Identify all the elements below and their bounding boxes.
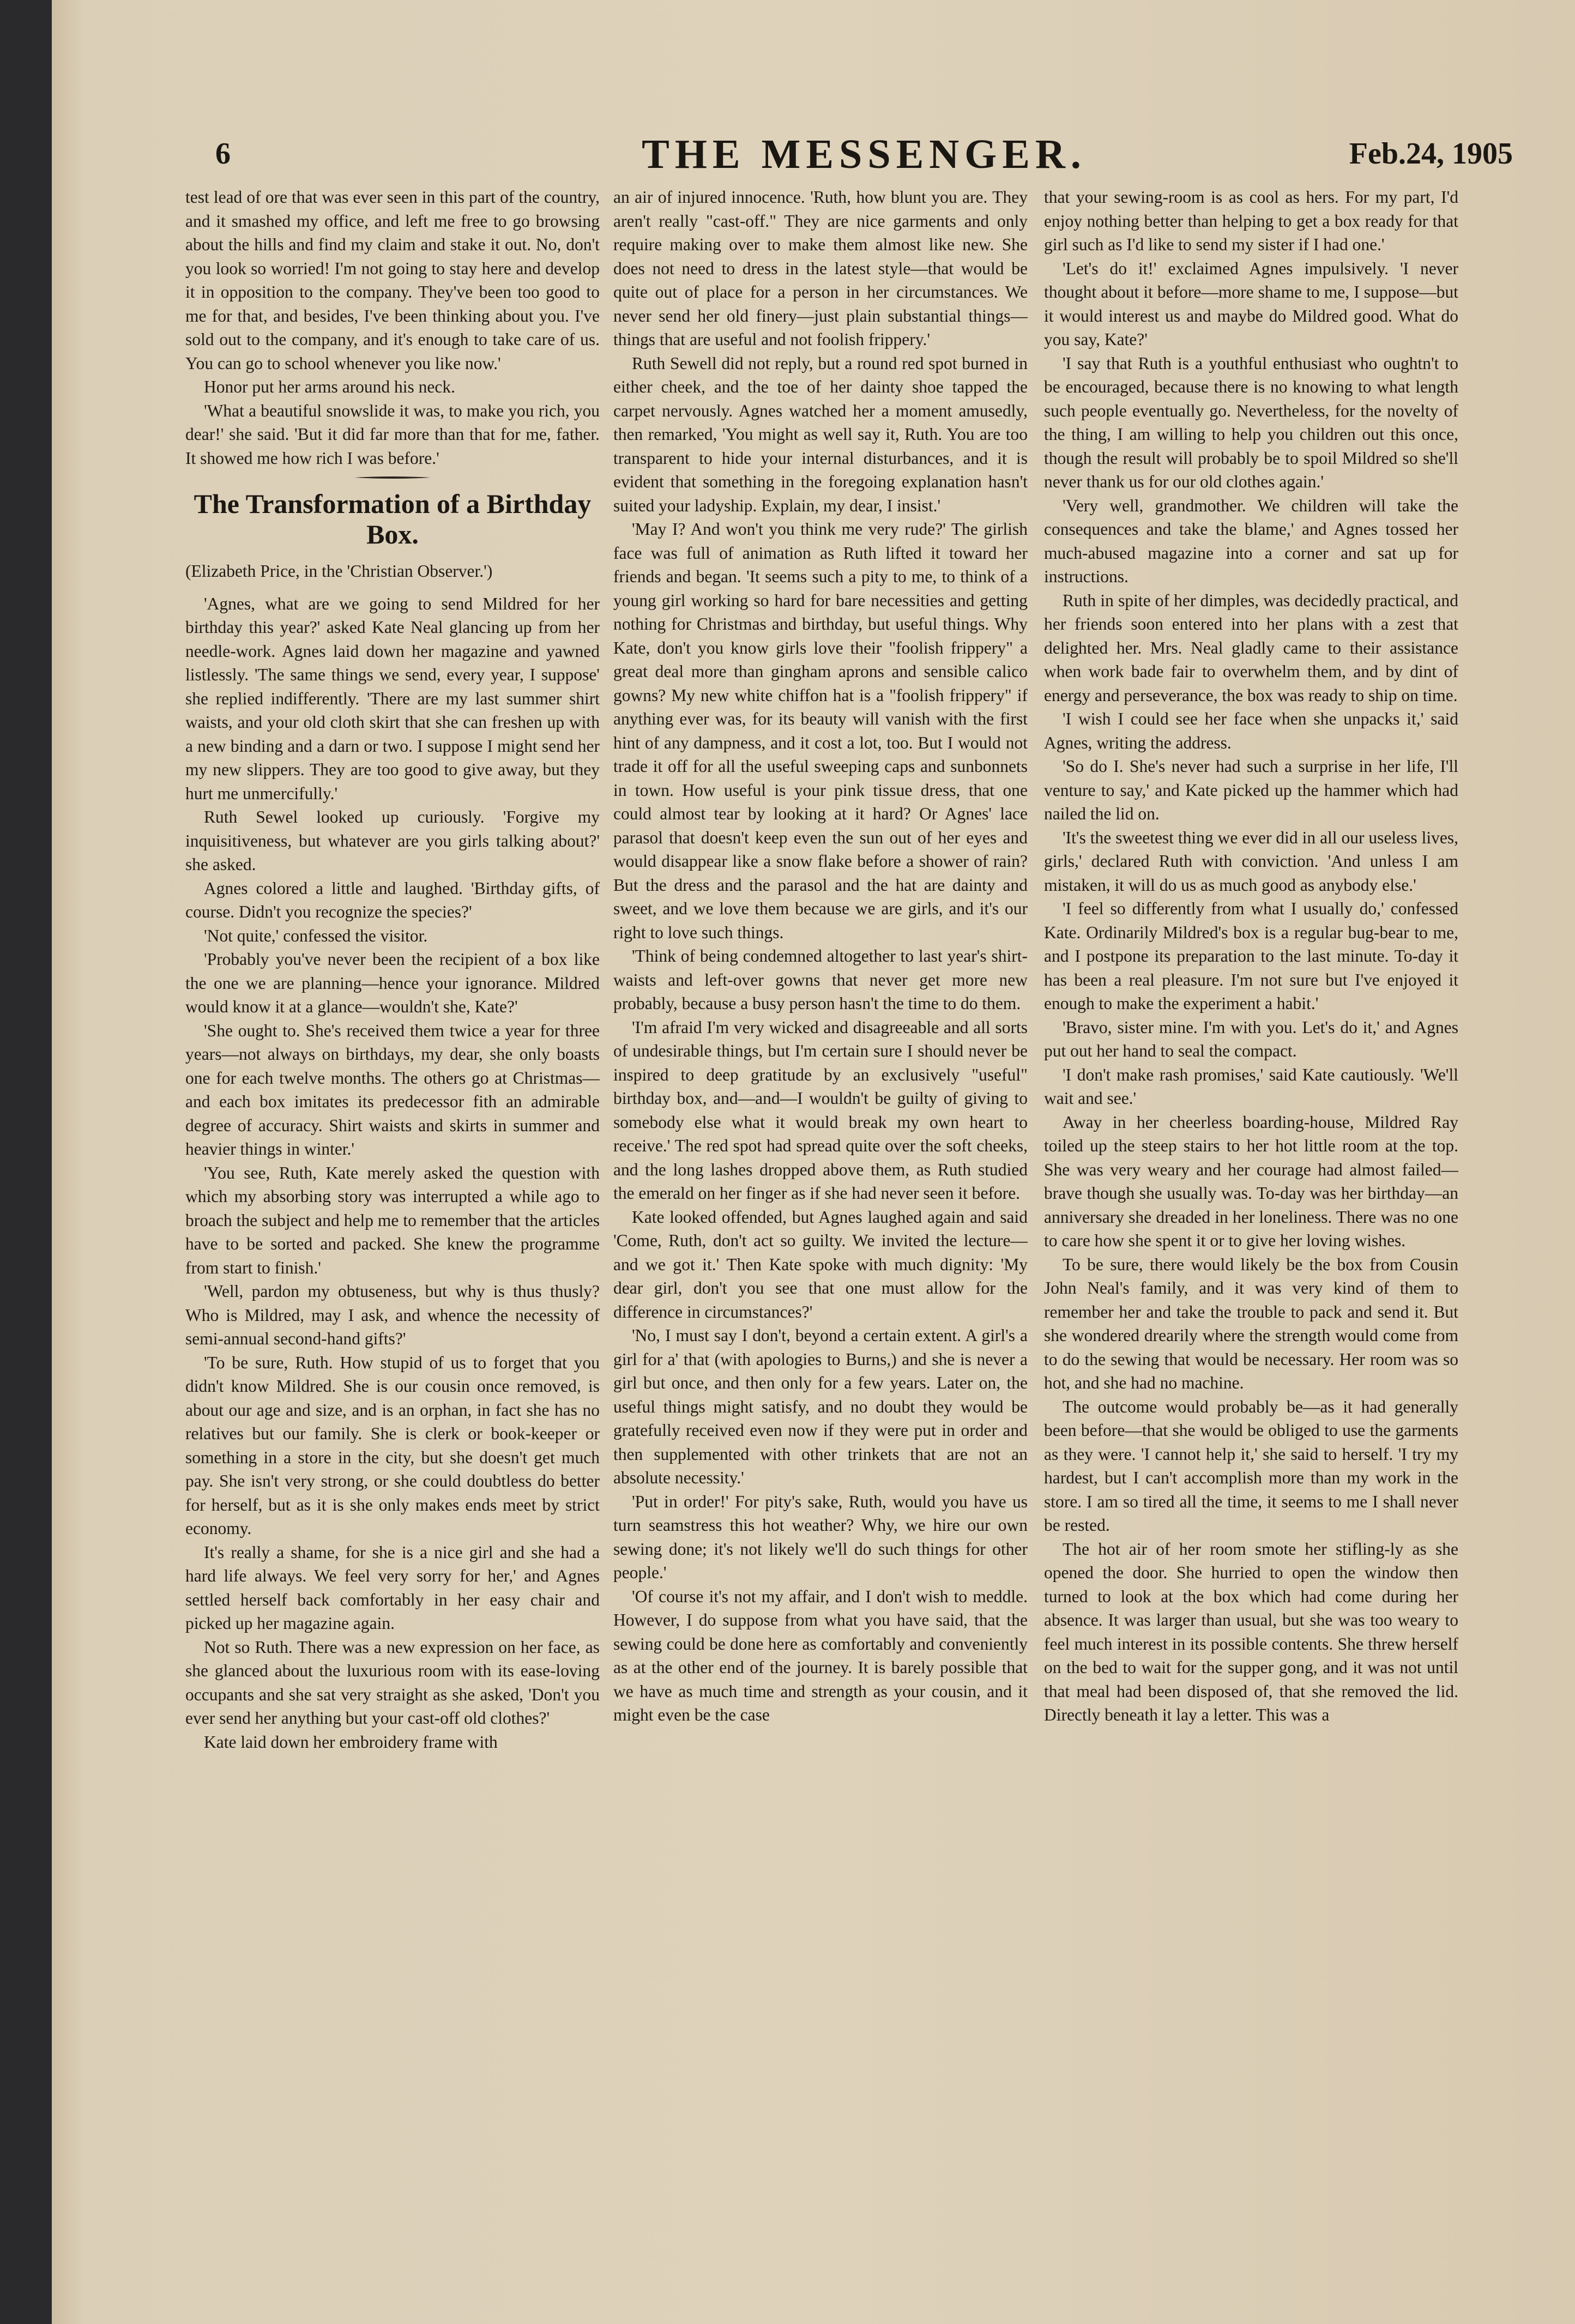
paragraph: 'Think of being condemned altogether to last year's shirt-waists and left-over gowns that never get more new probably, because a busy person hasn't the time to do them. bbox=[613, 946, 1028, 1013]
paragraph: The hot air of her room smote her stifling-ly as she opened the door. She hurried to open the window then turned to look at the box which had come during her absence. It was larger than usual, but she was too weary to feel much interest in its possible contents. She threw herself on the bed to wait for the supper gong, and it was not until that meal had been disposed of, that she removed the lid. Directly beneath it lay a letter. This was a bbox=[1044, 1539, 1458, 1724]
paragraph: To be sure, there would likely be the box from Cousin John Neal's family, and it was very kind of them to remember her and take the trouble to pack and send it. But she wondered drearily where the strength would come from to do the sewing that would be necessary. Her room was so hot, and she had no machine. bbox=[1044, 1254, 1458, 1392]
paragraph: test lead of ore that was ever seen in this part of the country, and it smashed my office, and left me free to go browsing about the hills and find my claim and stake it out. No, don't you look so worried! I'm not going to stay here and develop it in opposition to the company. They've been too good to me for that, and besides, I've been thinking about you. I've sold out to the company, and it's enough to take care of us. You can go to school whenever you like now.' bbox=[185, 188, 600, 373]
paragraph: 'She ought to. She's received them twice a year for three years—not always on birthdays, my dear, she only boasts one for each twelve months. The others go at Christmas—and each box imitates its predecessor fith an admirable degree of accuracy. Shirt waists and skirts in summer and heavier things in winter.' bbox=[185, 1021, 600, 1158]
paragraph: 'Put in order!' For pity's sake, Ruth, would you have us turn seamstress this hot weather? Why, we hire our own sewing done; it's not likely we'll do such things for other people.' bbox=[613, 1492, 1028, 1582]
paragraph: 'What a beautiful snowslide it was, to make you rich, you dear!' she said. 'But it did far more than that for me, father. It showed me how rich I was before.' bbox=[185, 401, 600, 468]
story-title: The Transformation of a Birthday Box. bbox=[194, 488, 592, 550]
paragraph: Ruth in spite of her dimples, was decidedly practical, and her friends soon entered into her plans with a zest that delighted her. Mrs. Neal gladly came to their assistance when work bade fair to overwhelm them, and by dint of energy and perseverance, the box was ready to ship on time. bbox=[1044, 590, 1458, 705]
issue-date: Feb.24, 1905 bbox=[1349, 137, 1513, 171]
paragraph: 'Probably you've never been the recipient of a box like the one we are planning—hence your ignorance. Mildred would know it at a glance—wouldn't she, Kate?' bbox=[185, 950, 600, 1016]
page-number: 6 bbox=[215, 137, 231, 171]
paragraph: It's really a shame, for she is a nice girl and she had a hard life always. We feel very sorry for her,' and Agnes settled herself back comfortably in her easy chair and picked up her magazine again. bbox=[185, 1542, 600, 1633]
paragraph: Ruth Sewell did not reply, but a round red spot burned in either cheek, and the toe of her dainty shoe tapped the carpet nervously. Agnes watched her a moment amusedly, then remarked, 'You might as well say it, Ruth. You are too transparent to hide your internal disturbances, and it is evident that something in the foregoing explanation hasn't suited your ladyship. Explain, my dear, I insist.' bbox=[613, 353, 1028, 515]
paragraph: 'You see, Ruth, Kate merely asked the question with which my absorbing story was interrupted a while ago to broach the subject and help me to remember that the articles have to be sorted and packed. She knew the programme from start to finish.' bbox=[185, 1163, 600, 1277]
paragraph: 'I don't make rash promises,' said Kate cautiously. 'We'll wait and see.' bbox=[1044, 1065, 1458, 1108]
section-divider bbox=[354, 475, 431, 480]
paragraph: 'I feel so differently from what I usually do,' confessed Kate. Ordinarily Mildred's box is a regular bug-bear to me, and I postpone its preparation to the last minute. To-day it has been a real pleasure. I'm not sure but I've enjoyed it enough to make the experiment a habit.' bbox=[1044, 899, 1458, 1013]
paragraph: Kate looked offended, but Agnes laughed again and said 'Come, Ruth, don't act so guilty. We invited the lecture—and we got it.' Then Kate spoke with much dignity: 'My dear girl, don't you see that one must allow for the difference in circumstances?' bbox=[613, 1207, 1028, 1321]
paragraph: Not so Ruth. There was a new expression on her face, as she glanced about the luxurious room with its ease-loving occupants and she sat very straight as she asked, 'Don't you ever send her anything but your cast-off old clothes?' bbox=[185, 1637, 600, 1728]
paragraph: 'No, I must say I don't, beyond a certain extent. A girl's a girl for a' that (with apologies to Burns,) and she is never a girl but once, and then only for a few years. Later on, the useful things might satisfy, and no doubt they would be gratefully received even now if they were put in order and then supplemented with other trinkets that are not an absolute necessity.' bbox=[613, 1326, 1028, 1487]
newspaper-title: THE MESSENGER. bbox=[642, 131, 1087, 177]
paragraph: 'I'm afraid I'm very wicked and disagreeable and all sorts of undesirable things, but I'm certain sure I should never be inspired to deep gratitude by an exclusively "useful" birthday box, and—and—I wouldn't be guilty of giving to somebody else what it would break my own heart to receive.' The red spot had spread quite over the soft cheeks, and the long lashes dropped above them, as Ruth studied the emerald on her finger as if she had never seen it before. bbox=[613, 1017, 1028, 1203]
paragraph: 'May I? And won't you think me very rude?' The girlish face was full of animation as Ruth lifted it toward her friends and began. 'It seems such a pity to me, to think of a young girl working so hard for bare necessities and getting nothing for Christmas and birthday, but useful things. Why Kate, don't you know girls love their "foolish frippery" a great deal more than gingham aprons and sensible calico gowns? My new white chiffon hat is a "foolish frippery" if anything ever was, for its beauty will vanish with the first hint of any dampness, and it cost a lot, too. But I would not trade it off for all the useful sweeping caps and sunbonnets in town. How useful is your pink tissue dress, that one could almost tear by looking at it hard? Or Agnes' lace parasol that doesn't keep even the sun out of her eyes and would disappear like a snow flake before a shower of rain? But the dress and the parasol and the hat are dainty and sweet, and we love them because we are girls, and it's our right to love such things. bbox=[613, 520, 1028, 942]
paragraph: 'Of course it's not my affair, and I don't wish to meddle. However, I do suppose from what you have said, that the sewing could be done here as comfortably and conveniently as at the other end of the journey. It is barely possible that we have as much time and strength as your cousin, and it might even be the case bbox=[613, 1586, 1028, 1724]
paragraph: that your sewing-room is as cool as hers. For my part, I'd enjoy nothing better than helping to get a box ready for that girl such as I'd like to send my sister if I had one.' bbox=[1044, 188, 1458, 254]
paragraph: Kate laid down her embroidery frame with bbox=[204, 1732, 498, 1752]
paragraph: Ruth Sewel looked up curiously. 'Forgive my inquisitiveness, but whatever are you girls talking about?' she asked. bbox=[185, 807, 600, 874]
masthead bbox=[215, 131, 1513, 180]
byline: (Elizabeth Price, in the 'Christian Observer.') bbox=[185, 562, 493, 581]
paragraph: 'Agnes, what are we going to send Mildred for her birthday this year?' asked Kate Neal glancing up from her needle-work. Agnes laid down her magazine and yawned listlessly. 'The same things we send, every year, I suppose' she replied indifferently. 'There are my last summer shirt waists, and your old cloth skirt that she can freshen up with a new binding and a darn or two. I suppose I might send her my new slippers. They are too good to give away, but they hurt me unmercifully.' bbox=[185, 594, 600, 803]
paragraph: 'Let's do it!' exclaimed Agnes impulsively. 'I never thought about it before—more shame to me, I suppose—but it would interest us and maybe do Mildred good. What do you say, Kate?' bbox=[1044, 258, 1458, 349]
paragraph: Honor put her arms around his neck. bbox=[204, 377, 456, 396]
paragraph: 'So do I. She's never had such a surprise in her life, I'll venture to say,' and Kate picked up the hammer which had nailed the lid on. bbox=[1044, 757, 1458, 823]
paragraph: 'It's the sweetest thing we ever did in all our useless lives, girls,' declared Ruth with conviction. 'And unless I am mistaken, it will do us as much good as anybody else.' bbox=[1044, 828, 1458, 895]
column-2 bbox=[613, 185, 1028, 2257]
paragraph: 'I wish I could see her face when she unpacks it,' said Agnes, writing the address. bbox=[1044, 709, 1458, 752]
paragraph: 'Bravo, sister mine. I'm with you. Let's do it,' and Agnes put out her hand to seal the compact. bbox=[1044, 1017, 1458, 1060]
paragraph: 'To be sure, Ruth. How stupid of us to forget that you didn't know Mildred. She is our cousin once removed, is about our age and size, and is an orphan, in fact she has no relatives but our family. She is clerk or book-keeper or something in a store in the city, but she doesn't get much pay. She isn't very strong, or she could doubtless do better for herself, but as it is she only makes ends meet by strict economy. bbox=[185, 1353, 600, 1538]
paragraph: 'Not quite,' confessed the visitor. bbox=[204, 926, 428, 945]
paragraph: 'I say that Ruth is a youthful enthusiast who oughtn't to be encouraged, because there is no knowing to what length such people eventually go. Nevertheless, for the novelty of the thing, I am willing to help you children out this once, though the result will probably be to spoil Mildred so she'll never thank us for our old clothes again.' bbox=[1044, 353, 1458, 491]
paragraph: Agnes colored a little and laughed. 'Birthday gifts, of course. Didn't you recognize the species?' bbox=[185, 878, 600, 921]
paragraph: 'Very well, grandmother. We children will take the consequences and take the blame,' and Agnes tossed her much-abused magazine into a corner and sat up for instructions. bbox=[1044, 496, 1458, 586]
paragraph: an air of injured innocence. 'Ruth, how blunt you are. They aren't really "cast-off." They are nice garments and only require making over to make them almost like new. She does not need to dress in the latest style—that would be quite out of place for a person in her circumstances. We never send her old finery—just plain substantial things—things that are useful and not foolish frippery.' bbox=[613, 188, 1028, 349]
paragraph: Away in her cheerless boarding-house, Mildred Ray toiled up the steep stairs to her hot little room at the top. She was very weary and her courage had almost failed—brave though she usually was. To-day was her birthday—an anniversary she dreaded in her loneliness. There was no one to care how she spent it or to give her loving wishes. bbox=[1044, 1112, 1458, 1250]
newspaper-page bbox=[52, 0, 1575, 2324]
column-1 bbox=[185, 185, 600, 2257]
column-3 bbox=[1044, 185, 1458, 2257]
paragraph: 'Well, pardon my obtuseness, but why is thus thusly? Who is Mildred, may I ask, and whence the necessity of semi-annual second-hand gifts?' bbox=[185, 1282, 600, 1348]
paragraph: The outcome would probably be—as it had generally been before—that she would be obliged to use the garments as they were. 'I cannot help it,' she said to herself. 'I try my hardest, but I can't accomplish more than my work in the store. I am so tired all the time, it seems to me I shall never be rested. bbox=[1044, 1397, 1458, 1535]
